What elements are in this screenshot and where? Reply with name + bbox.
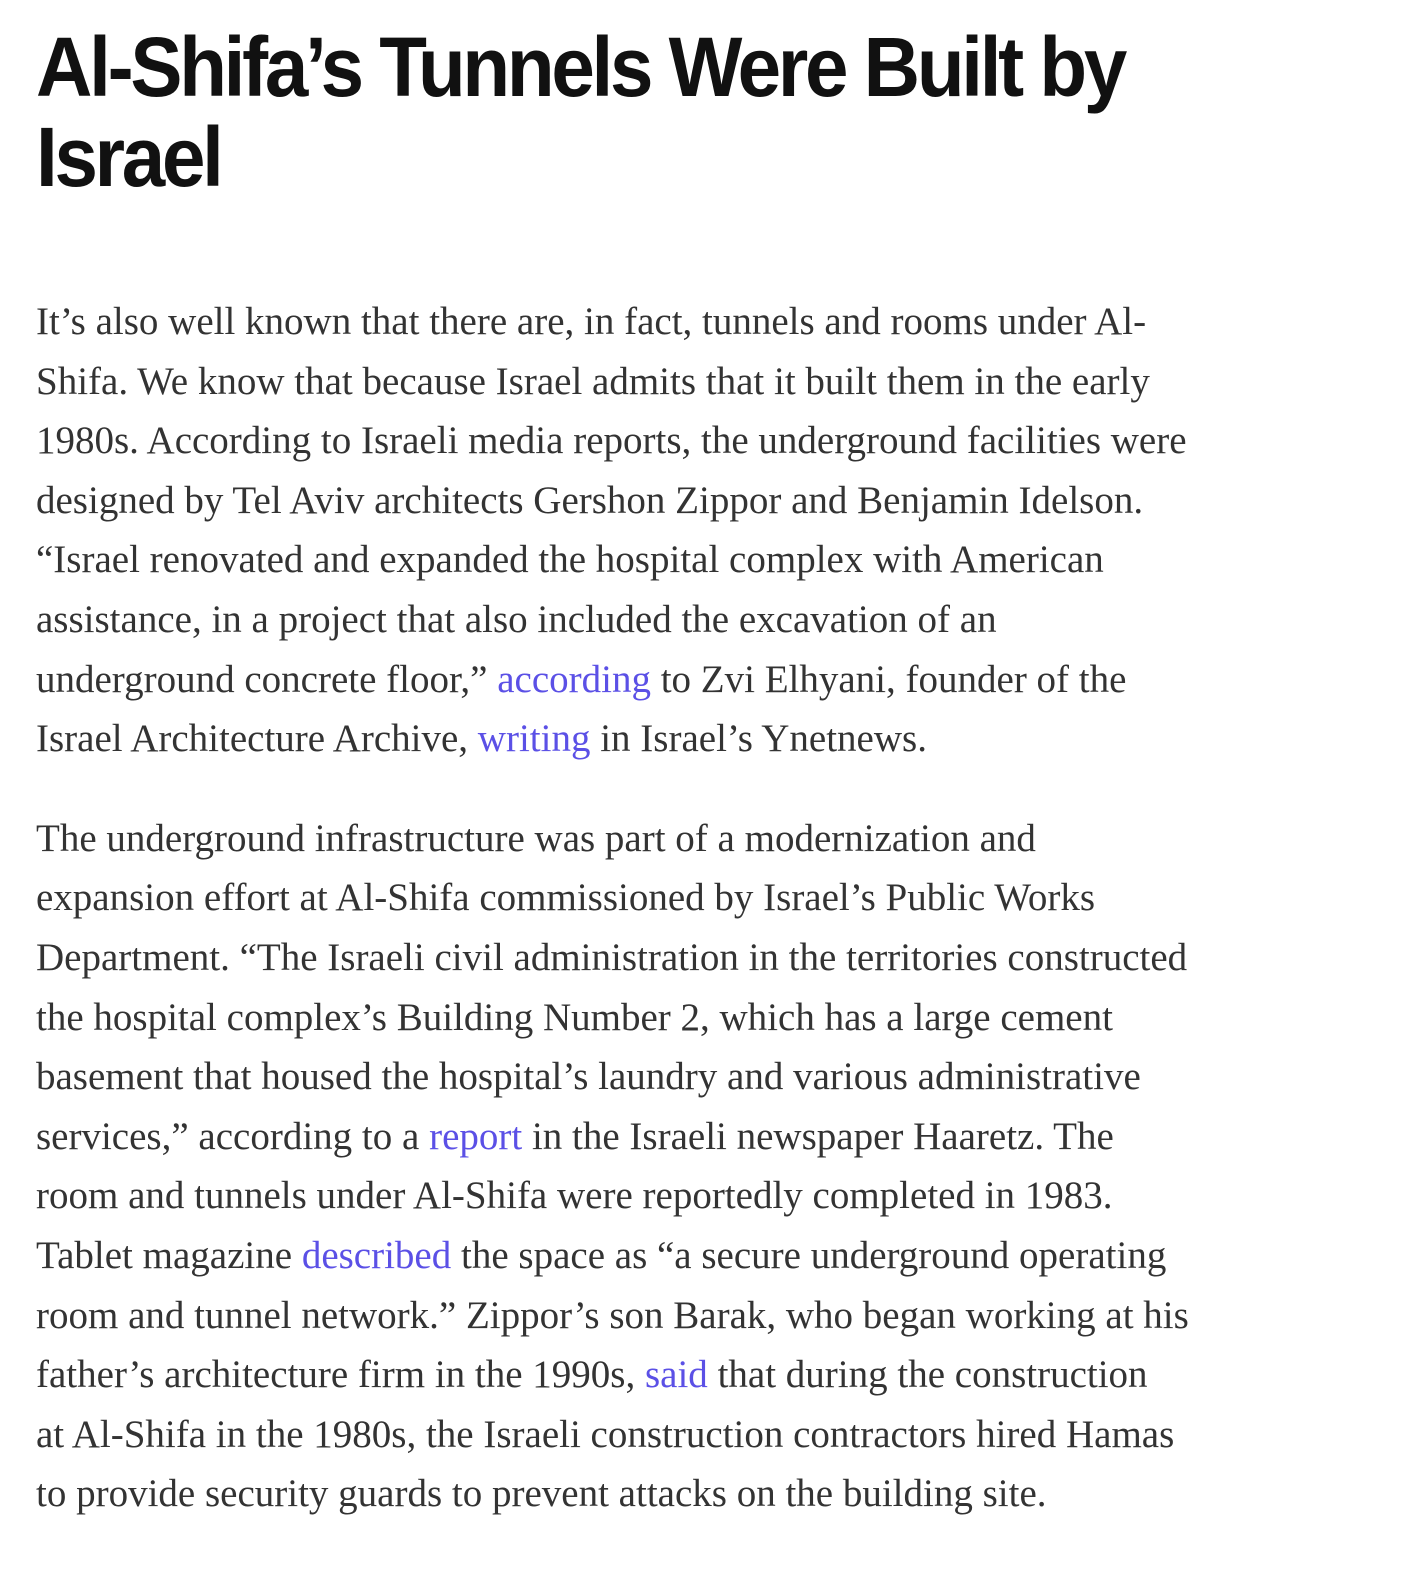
report-link[interactable]: report [429, 1114, 523, 1158]
text-segment: in the Israeli newspaper Haaretz. The [522, 1114, 1114, 1158]
paragraph-1-line [36, 709, 1392, 769]
paragraph-2-line: room and tunnels under Al-Shifa were reportedly completed in 1983. [36, 1174, 1113, 1218]
headline-line-2: Israel [36, 110, 221, 204]
paragraph-2-line: at Al-Shifa in the 1980s, the Israeli construction contractors hired Hamas [36, 1412, 1175, 1456]
paragraph-2-line [36, 1226, 1392, 1286]
paragraph-2-line [36, 1345, 1392, 1405]
paragraph-1-line: designed by Tel Aviv architects Gershon Zippor and Benjamin Idelson. [36, 478, 1144, 522]
paragraph-2-line: expansion effort at Al-Shifa commissioned by Israel’s Public Works [36, 876, 1096, 920]
paragraph-2-line [36, 1107, 1392, 1167]
paragraph-1-line: assistance, in a project that also included the excavation of an [36, 597, 997, 641]
said-link[interactable]: said [644, 1353, 708, 1397]
paragraph-2-line: to provide security guards to prevent attacks on the building site. [36, 1472, 1047, 1516]
paragraph-2-line: the hospital complex’s Building Number 2, which has a large cement [36, 995, 1113, 1039]
text-segment: Tablet magazine [36, 1233, 302, 1277]
article-headline [36, 22, 1245, 202]
paragraph-1 [36, 292, 1392, 769]
paragraph-1-line: Shifa. We know that because Israel admits that it built them in the early [36, 359, 1150, 403]
paragraph-1-line: “Israel renovated and expanded the hospital complex with American [36, 538, 1104, 582]
text-segment: underground concrete floor,” [36, 657, 498, 701]
text-segment: to Zvi Elhyani, founder of the [650, 657, 1127, 701]
paragraph-2-line: Department. “The Israeli civil administration in the territories constructed [36, 935, 1188, 979]
according-link[interactable]: according [497, 657, 651, 701]
paragraph-2-line: The underground infrastructure was part of a modernization and [36, 816, 1036, 860]
text-segment: father’s architecture firm in the 1990s, [36, 1353, 645, 1397]
text-segment: the space as “a secure underground operating [451, 1233, 1167, 1277]
article [36, 22, 1396, 1524]
paragraph-1-line: It’s also well known that there are, in fact, tunnels and rooms under Al- [36, 300, 1147, 343]
headline-line-1: Al-Shifa’s Tunnels Were Built by [36, 20, 1125, 114]
text-segment: that during the construction [707, 1353, 1148, 1397]
paragraph-1-line [36, 650, 1392, 710]
paragraph-2 [36, 809, 1392, 1524]
text-segment: Israel Architecture Archive, [36, 717, 478, 761]
described-link[interactable]: described [301, 1233, 452, 1277]
text-segment: services,” according to a [36, 1114, 430, 1158]
paragraph-2-line: basement that housed the hospital’s laundry and various administrative [36, 1055, 1141, 1099]
writing-link[interactable]: writing [477, 717, 591, 761]
paragraph-2-line: room and tunnel network.” Zippor’s son Barak, who began working at his [36, 1293, 1189, 1337]
text-segment: in Israel’s Ynetnews. [590, 717, 927, 761]
paragraph-1-line: 1980s. According to Israeli media reports, the underground facilities were [36, 419, 1187, 463]
